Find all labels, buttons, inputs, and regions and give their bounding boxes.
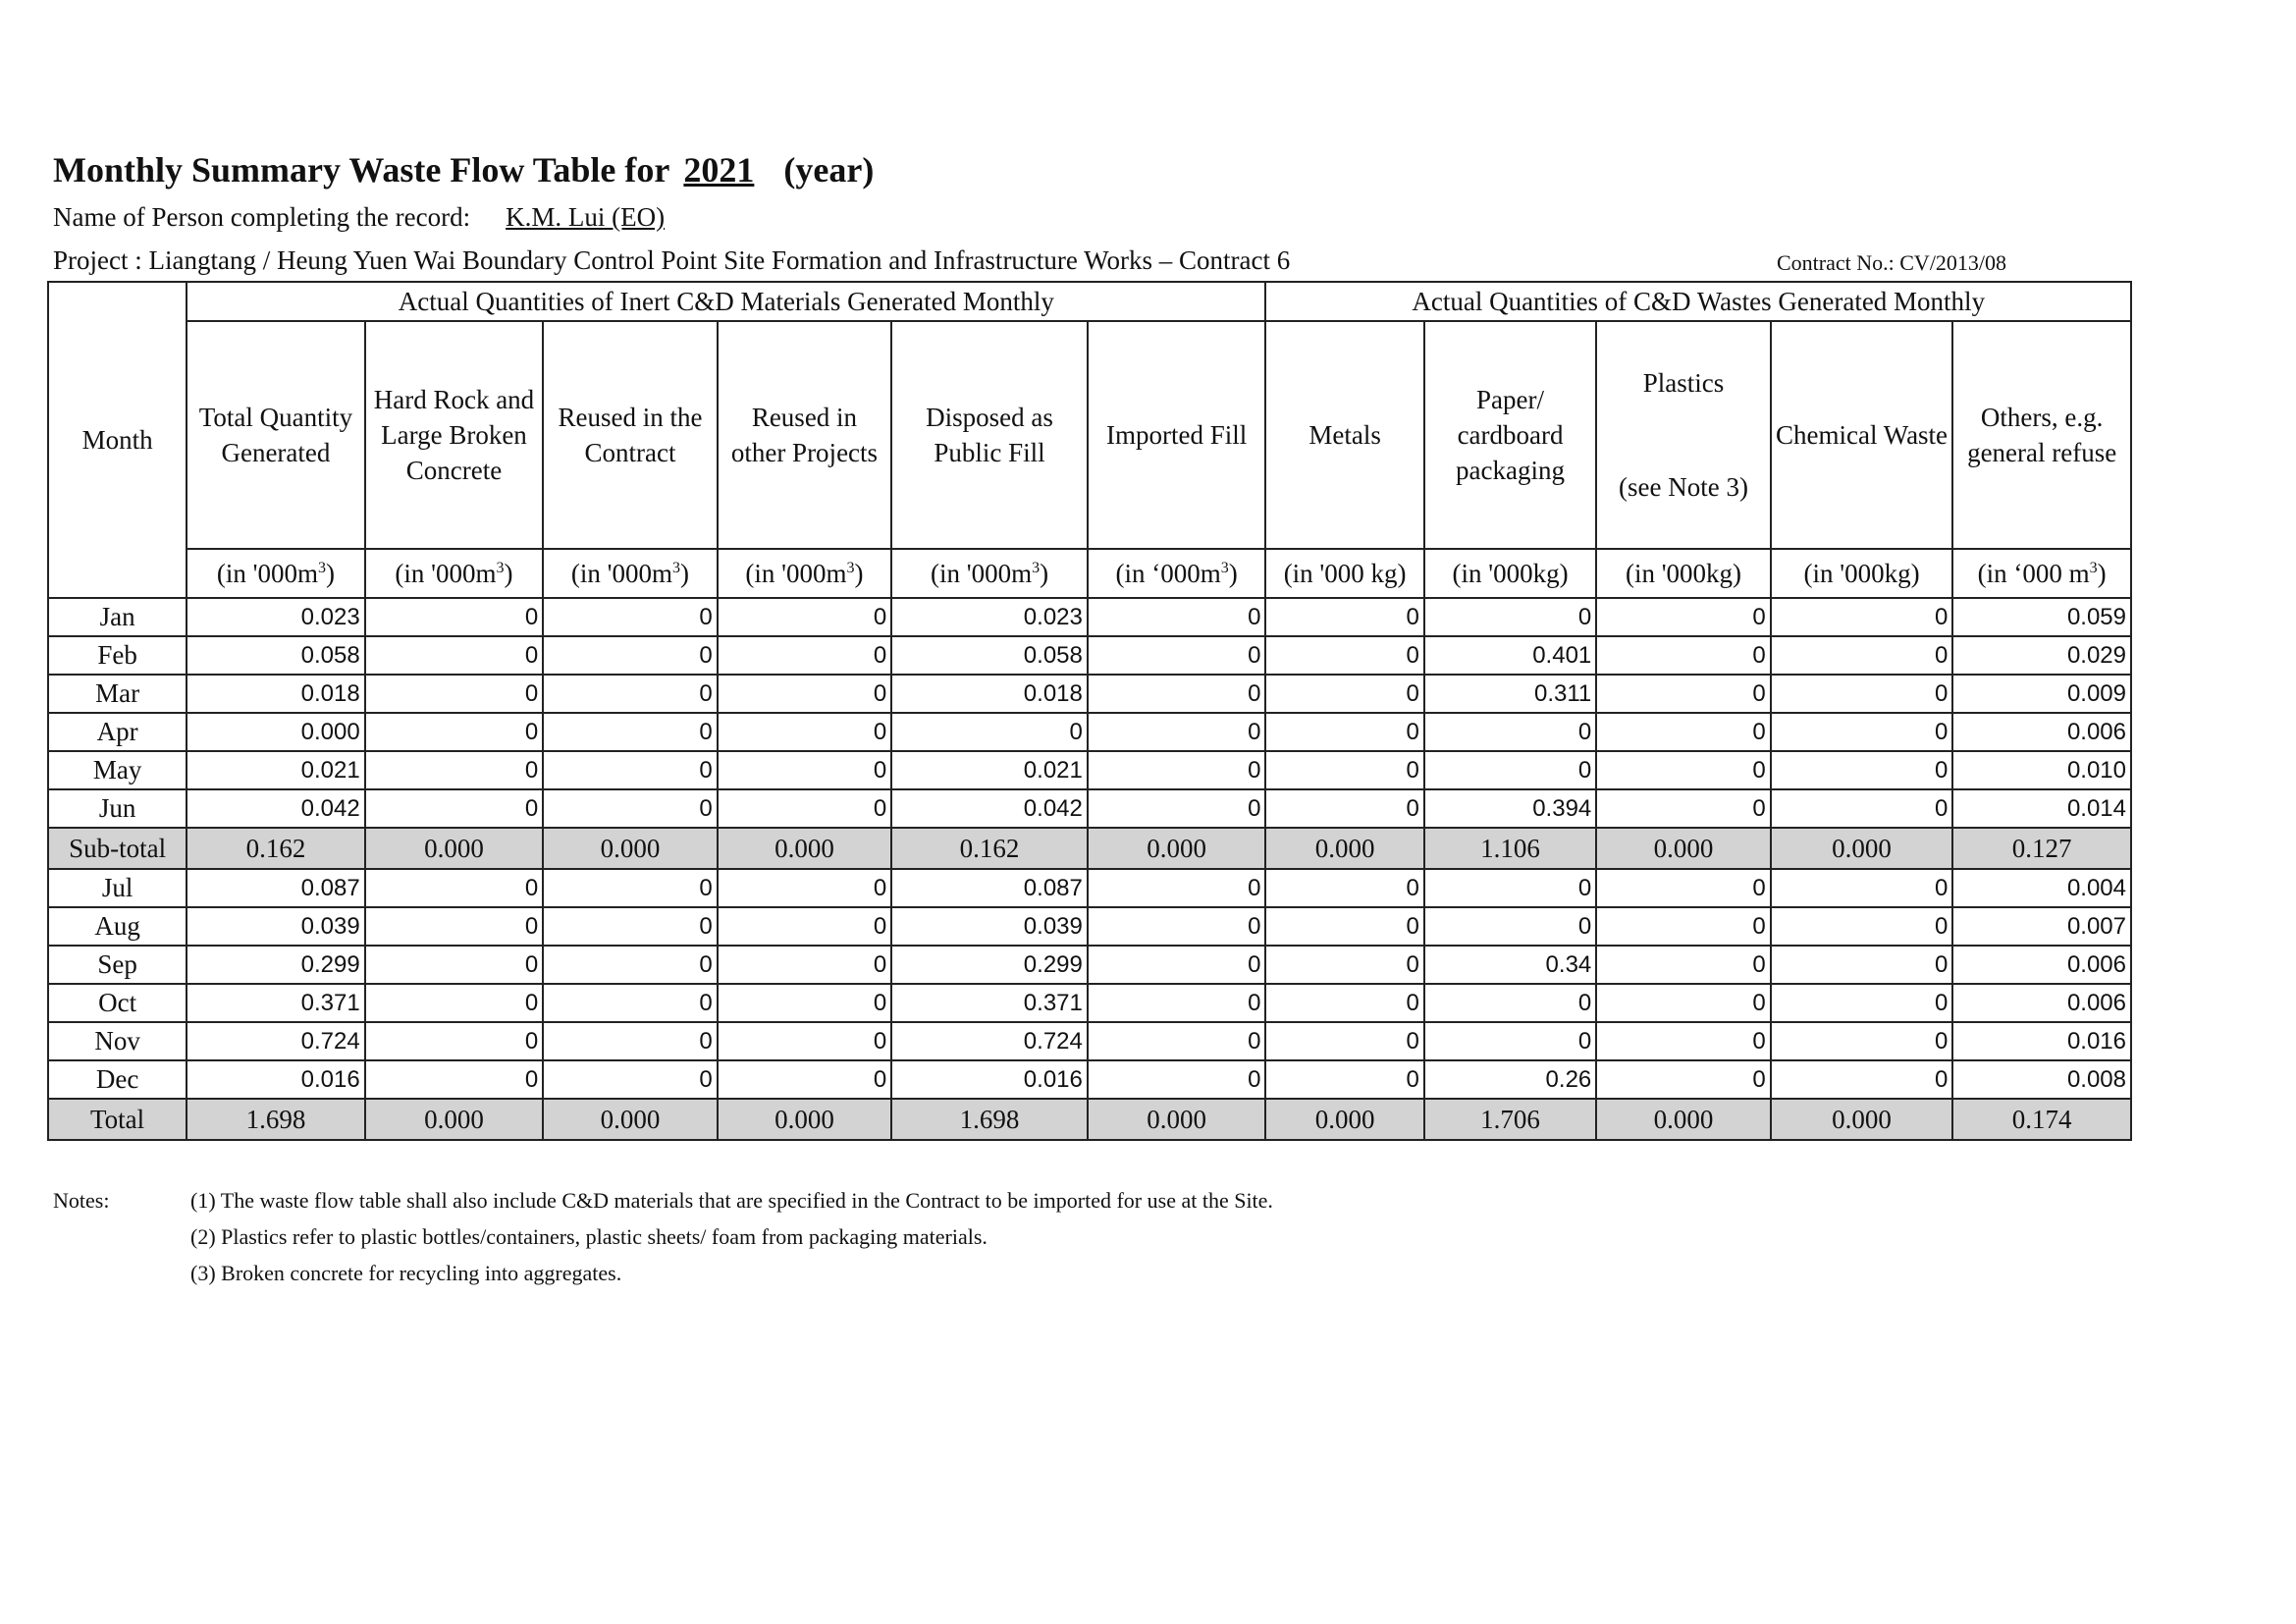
value-cell: 0 bbox=[718, 869, 891, 907]
column-header bbox=[543, 321, 717, 549]
value-cell: 0 bbox=[1265, 907, 1423, 946]
value-cell: 0.010 bbox=[1952, 751, 2131, 789]
column-header-label: Chemical Waste bbox=[1776, 420, 1949, 450]
table-row bbox=[48, 789, 2131, 828]
value-cell: 0 bbox=[1424, 1022, 1596, 1060]
column-header-label: Metals bbox=[1308, 420, 1381, 450]
title-prefix: Monthly Summary Waste Flow Table for bbox=[53, 150, 670, 189]
waste-flow-table bbox=[47, 281, 2132, 1141]
value-cell: 0.058 bbox=[891, 636, 1088, 675]
value-cell: 0 bbox=[1596, 984, 1770, 1022]
value-cell: 0 bbox=[543, 1022, 717, 1060]
value-cell: 0 bbox=[1424, 751, 1596, 789]
value-cell: 0.000 bbox=[1265, 828, 1423, 869]
value-cell: 0 bbox=[1771, 946, 1953, 984]
value-cell: 0 bbox=[1265, 636, 1423, 675]
value-cell: 0 bbox=[1088, 789, 1266, 828]
value-cell: 0 bbox=[1265, 789, 1423, 828]
value-cell: 0.087 bbox=[187, 869, 365, 907]
value-cell: 0.34 bbox=[1424, 946, 1596, 984]
unit-text: (in '000m bbox=[930, 558, 1033, 588]
value-cell: 0.000 bbox=[1771, 1099, 1953, 1140]
summary-row bbox=[48, 1099, 2131, 1140]
title-year: 2021 bbox=[683, 150, 755, 189]
column-header bbox=[1265, 321, 1423, 549]
value-cell: 0.023 bbox=[187, 598, 365, 636]
value-cell: 0 bbox=[1771, 789, 1953, 828]
value-cell: 0 bbox=[1088, 869, 1266, 907]
value-cell: 0.021 bbox=[187, 751, 365, 789]
value-cell: 1.698 bbox=[891, 1099, 1088, 1140]
value-cell: 0 bbox=[365, 789, 544, 828]
value-cell: 0 bbox=[1771, 598, 1953, 636]
table-row bbox=[48, 946, 2131, 984]
value-cell: 0 bbox=[1596, 789, 1770, 828]
value-cell: 0 bbox=[365, 675, 544, 713]
value-cell: 0.039 bbox=[187, 907, 365, 946]
summary-label: Sub-total bbox=[48, 828, 187, 869]
column-header bbox=[718, 321, 891, 549]
value-cell: 0.401 bbox=[1424, 636, 1596, 675]
value-cell: 0 bbox=[1088, 946, 1266, 984]
value-cell: 0 bbox=[1596, 1060, 1770, 1099]
value-cell: 0 bbox=[1596, 713, 1770, 751]
unit-text-end: ) bbox=[326, 558, 335, 588]
column-header-label: Imported Fill bbox=[1106, 420, 1248, 450]
month-cell: Apr bbox=[48, 713, 187, 751]
value-cell: 0.000 bbox=[365, 828, 544, 869]
value-cell: 0.724 bbox=[891, 1022, 1088, 1060]
unit-cell bbox=[543, 549, 717, 598]
value-cell: 0 bbox=[1088, 1060, 1266, 1099]
unit-superscript: 3 bbox=[1032, 559, 1041, 576]
value-cell: 0.006 bbox=[1952, 984, 2131, 1022]
value-cell: 0 bbox=[1424, 713, 1596, 751]
unit-text: (in '000kg) bbox=[1452, 558, 1569, 588]
value-cell: 0 bbox=[1265, 713, 1423, 751]
value-cell: 0.000 bbox=[1596, 828, 1770, 869]
value-cell: 0 bbox=[1265, 1060, 1423, 1099]
value-cell: 0 bbox=[1088, 984, 1266, 1022]
value-cell: 0.059 bbox=[1952, 598, 2131, 636]
value-cell: 0.127 bbox=[1952, 828, 2131, 869]
value-cell: 0.000 bbox=[1088, 828, 1266, 869]
table-row bbox=[48, 675, 2131, 713]
column-header bbox=[891, 321, 1088, 549]
value-cell: 0 bbox=[543, 946, 717, 984]
unit-superscript: 3 bbox=[846, 559, 855, 576]
value-cell: 0.724 bbox=[187, 1022, 365, 1060]
value-cell: 0 bbox=[718, 675, 891, 713]
value-cell: 0 bbox=[365, 869, 544, 907]
value-cell: 0 bbox=[1424, 869, 1596, 907]
value-cell: 0 bbox=[543, 789, 717, 828]
value-cell: 0 bbox=[1771, 636, 1953, 675]
value-cell: 0 bbox=[1771, 675, 1953, 713]
unit-text: (in '000m bbox=[745, 558, 847, 588]
value-cell: 0.299 bbox=[187, 946, 365, 984]
value-cell: 0 bbox=[1596, 946, 1770, 984]
value-cell: 0.26 bbox=[1424, 1060, 1596, 1099]
value-cell: 0 bbox=[1771, 907, 1953, 946]
month-cell: Sep bbox=[48, 946, 187, 984]
unit-text: (in ‘000 m bbox=[1977, 558, 2090, 588]
value-cell: 0 bbox=[1088, 751, 1266, 789]
summary-label: Total bbox=[48, 1099, 187, 1140]
unit-cell bbox=[365, 549, 544, 598]
value-cell: 0.371 bbox=[891, 984, 1088, 1022]
value-cell: 0 bbox=[1265, 984, 1423, 1022]
value-cell: 0 bbox=[718, 636, 891, 675]
value-cell: 0 bbox=[718, 751, 891, 789]
unit-superscript: 3 bbox=[1220, 559, 1229, 576]
value-cell: 0.018 bbox=[891, 675, 1088, 713]
value-cell: 0 bbox=[1265, 1022, 1423, 1060]
table-row bbox=[48, 869, 2131, 907]
unit-cell bbox=[1088, 549, 1266, 598]
value-cell: 0 bbox=[718, 598, 891, 636]
month-cell: Mar bbox=[48, 675, 187, 713]
value-cell: 0 bbox=[1771, 1022, 1953, 1060]
column-header bbox=[1596, 321, 1770, 549]
unit-cell bbox=[718, 549, 891, 598]
value-cell: 0.016 bbox=[187, 1060, 365, 1099]
value-cell: 0 bbox=[365, 713, 544, 751]
month-cell: Nov bbox=[48, 1022, 187, 1060]
value-cell: 0 bbox=[543, 598, 717, 636]
unit-text-end: ) bbox=[1040, 558, 1049, 588]
value-cell: 0 bbox=[891, 713, 1088, 751]
value-cell: 1.698 bbox=[187, 1099, 365, 1140]
value-cell: 0.021 bbox=[891, 751, 1088, 789]
value-cell: 0 bbox=[1596, 751, 1770, 789]
value-cell: 0.018 bbox=[187, 675, 365, 713]
column-header bbox=[187, 321, 365, 549]
value-cell: 0 bbox=[365, 1022, 544, 1060]
value-cell: 0.042 bbox=[891, 789, 1088, 828]
table-row bbox=[48, 1060, 2131, 1099]
column-header bbox=[1424, 321, 1596, 549]
month-cell: May bbox=[48, 751, 187, 789]
unit-cell bbox=[1596, 549, 1770, 598]
value-cell: 0 bbox=[1771, 869, 1953, 907]
value-cell: 0.023 bbox=[891, 598, 1088, 636]
value-cell: 1.106 bbox=[1424, 828, 1596, 869]
value-cell: 0 bbox=[1265, 675, 1423, 713]
value-cell: 0 bbox=[718, 713, 891, 751]
unit-cell bbox=[1952, 549, 2131, 598]
value-cell: 0 bbox=[1265, 751, 1423, 789]
group-header-waste: Actual Quantities of C&D Wastes Generated Monthly bbox=[1265, 282, 2131, 321]
value-cell: 1.706 bbox=[1424, 1099, 1596, 1140]
contract-number: Contract No.: CV/2013/08 bbox=[1777, 250, 2007, 275]
column-header bbox=[1771, 321, 1953, 549]
unit-text: (in '000kg) bbox=[1803, 558, 1920, 588]
value-cell: 0.174 bbox=[1952, 1099, 2131, 1140]
value-cell: 0.000 bbox=[187, 713, 365, 751]
value-cell: 0.162 bbox=[891, 828, 1088, 869]
value-cell: 0 bbox=[365, 751, 544, 789]
value-cell: 0 bbox=[718, 1022, 891, 1060]
month-cell: Oct bbox=[48, 984, 187, 1022]
unit-text-end: ) bbox=[1228, 558, 1238, 588]
table-row bbox=[48, 1022, 2131, 1060]
value-cell: 0 bbox=[1596, 1022, 1770, 1060]
value-cell: 0.087 bbox=[891, 869, 1088, 907]
value-cell: 0 bbox=[1596, 907, 1770, 946]
value-cell: 0.000 bbox=[543, 828, 717, 869]
value-cell: 0 bbox=[1596, 869, 1770, 907]
table-row bbox=[48, 713, 2131, 751]
column-header-label: Plastics bbox=[1642, 368, 1725, 398]
value-cell: 0 bbox=[543, 869, 717, 907]
value-cell: 0 bbox=[1265, 946, 1423, 984]
value-cell: 0 bbox=[365, 598, 544, 636]
table-row bbox=[48, 598, 2131, 636]
value-cell: 0 bbox=[1088, 675, 1266, 713]
month-cell: Jun bbox=[48, 789, 187, 828]
value-cell: 0.009 bbox=[1952, 675, 2131, 713]
value-cell: 0 bbox=[365, 636, 544, 675]
value-cell: 0.299 bbox=[891, 946, 1088, 984]
value-cell: 0 bbox=[543, 1060, 717, 1099]
page-title bbox=[53, 149, 874, 190]
value-cell: 0 bbox=[543, 751, 717, 789]
column-header-label: Others, e.g. general refuse bbox=[1967, 403, 2117, 467]
value-cell: 0 bbox=[1265, 869, 1423, 907]
value-cell: 0.042 bbox=[187, 789, 365, 828]
unit-text-end: ) bbox=[2097, 558, 2107, 588]
value-cell: 0.029 bbox=[1952, 636, 2131, 675]
person-label: Name of Person completing the record: bbox=[53, 202, 471, 232]
value-cell: 0.000 bbox=[365, 1099, 544, 1140]
unit-text: (in '000m bbox=[570, 558, 673, 588]
unit-superscript: 3 bbox=[672, 559, 681, 576]
unit-superscript: 3 bbox=[496, 559, 505, 576]
value-cell: 0 bbox=[718, 789, 891, 828]
note-item: (3) Broken concrete for recycling into aggregates. bbox=[190, 1261, 622, 1285]
value-cell: 0 bbox=[543, 907, 717, 946]
unit-cell bbox=[891, 549, 1088, 598]
unit-superscript: 3 bbox=[318, 559, 326, 576]
value-cell: 0.016 bbox=[891, 1060, 1088, 1099]
value-cell: 0.394 bbox=[1424, 789, 1596, 828]
title-suffix: (year) bbox=[783, 150, 875, 189]
table-row bbox=[48, 984, 2131, 1022]
value-cell: 0 bbox=[543, 984, 717, 1022]
value-cell: 0 bbox=[1088, 598, 1266, 636]
value-cell: 0 bbox=[1771, 1060, 1953, 1099]
project-line: Project : Liangtang / Heung Yuen Wai Boundary Control Point Site Formation and Infrastructure Works – Contract 6 bbox=[53, 245, 1291, 275]
value-cell: 0.014 bbox=[1952, 789, 2131, 828]
value-cell: 0.008 bbox=[1952, 1060, 2131, 1099]
notes-label: Notes: bbox=[53, 1188, 110, 1213]
value-cell: 0 bbox=[1424, 598, 1596, 636]
column-header bbox=[365, 321, 544, 549]
value-cell: 0 bbox=[1596, 675, 1770, 713]
value-cell: 0 bbox=[1771, 984, 1953, 1022]
value-cell: 0.000 bbox=[1771, 828, 1953, 869]
value-cell: 0 bbox=[1088, 907, 1266, 946]
column-header-label: Paper/ cardboard packaging bbox=[1456, 385, 1565, 485]
unit-text: (in '000kg) bbox=[1625, 558, 1742, 588]
value-cell: 0.058 bbox=[187, 636, 365, 675]
month-header: Month bbox=[48, 282, 187, 598]
group-header-inert: Actual Quantities of Inert C&D Materials Generated Monthly bbox=[187, 282, 1265, 321]
note-item: (1) The waste flow table shall also include C&D materials that are specified in the Contract to be imported for use at the Site. bbox=[190, 1188, 1273, 1213]
value-cell: 0.311 bbox=[1424, 675, 1596, 713]
column-header-label: Reused in the Contract bbox=[558, 403, 703, 467]
unit-superscript: 3 bbox=[2089, 559, 2098, 576]
value-cell: 0.016 bbox=[1952, 1022, 2131, 1060]
value-cell: 0 bbox=[365, 984, 544, 1022]
note-item: (2) Plastics refer to plastic bottles/containers, plastic sheets/ foam from packaging materials. bbox=[190, 1224, 988, 1249]
column-header-note: (see Note 3) bbox=[1619, 472, 1748, 502]
unit-cell bbox=[187, 549, 365, 598]
value-cell: 0.000 bbox=[543, 1099, 717, 1140]
value-cell: 0.039 bbox=[891, 907, 1088, 946]
column-header-label: Hard Rock and Large Broken Concrete bbox=[373, 385, 535, 485]
column-header bbox=[1952, 321, 2131, 549]
value-cell: 0 bbox=[1596, 598, 1770, 636]
person-name: K.M. Lui (EO) bbox=[506, 202, 666, 232]
value-cell: 0.000 bbox=[718, 828, 891, 869]
unit-text: (in '000m bbox=[216, 558, 318, 588]
unit-cell bbox=[1424, 549, 1596, 598]
table-row bbox=[48, 751, 2131, 789]
value-cell: 0 bbox=[718, 946, 891, 984]
value-cell: 0 bbox=[718, 1060, 891, 1099]
value-cell: 0.007 bbox=[1952, 907, 2131, 946]
summary-row bbox=[48, 828, 2131, 869]
unit-text: (in '000m bbox=[395, 558, 497, 588]
value-cell: 0.000 bbox=[1088, 1099, 1266, 1140]
value-cell: 0 bbox=[543, 713, 717, 751]
column-header-label: Disposed as Public Fill bbox=[926, 403, 1053, 467]
value-cell: 0 bbox=[543, 675, 717, 713]
value-cell: 0 bbox=[1088, 1022, 1266, 1060]
table-row bbox=[48, 907, 2131, 946]
value-cell: 0.000 bbox=[1265, 1099, 1423, 1140]
month-cell: Dec bbox=[48, 1060, 187, 1099]
value-cell: 0.000 bbox=[1596, 1099, 1770, 1140]
value-cell: 0.162 bbox=[187, 828, 365, 869]
value-cell: 0 bbox=[1424, 907, 1596, 946]
unit-text: (in '000 kg) bbox=[1283, 558, 1407, 588]
value-cell: 0 bbox=[718, 984, 891, 1022]
month-cell: Feb bbox=[48, 636, 187, 675]
column-header-label: Reused in other Projects bbox=[730, 403, 879, 467]
table-row bbox=[48, 636, 2131, 675]
column-header bbox=[1088, 321, 1266, 549]
value-cell: 0 bbox=[1596, 636, 1770, 675]
unit-text: (in ‘000m bbox=[1115, 558, 1221, 588]
value-cell: 0 bbox=[1424, 984, 1596, 1022]
value-cell: 0 bbox=[1088, 636, 1266, 675]
unit-text-end: ) bbox=[504, 558, 513, 588]
unit-text-end: ) bbox=[680, 558, 690, 588]
value-cell: 0.006 bbox=[1952, 946, 2131, 984]
value-cell: 0 bbox=[365, 1060, 544, 1099]
person-line bbox=[53, 202, 753, 233]
unit-cell bbox=[1771, 549, 1953, 598]
value-cell: 0 bbox=[543, 636, 717, 675]
unit-cell bbox=[1265, 549, 1423, 598]
column-header-label: Total Quantity Generated bbox=[198, 403, 353, 467]
value-cell: 0 bbox=[718, 907, 891, 946]
value-cell: 0 bbox=[365, 907, 544, 946]
month-cell: Jul bbox=[48, 869, 187, 907]
value-cell: 0 bbox=[1771, 751, 1953, 789]
value-cell: 0.371 bbox=[187, 984, 365, 1022]
value-cell: 0 bbox=[1771, 713, 1953, 751]
value-cell: 0 bbox=[365, 946, 544, 984]
value-cell: 0.000 bbox=[718, 1099, 891, 1140]
unit-text-end: ) bbox=[854, 558, 864, 588]
month-cell: Jan bbox=[48, 598, 187, 636]
value-cell: 0 bbox=[1088, 713, 1266, 751]
value-cell: 0.006 bbox=[1952, 713, 2131, 751]
month-cell: Aug bbox=[48, 907, 187, 946]
value-cell: 0 bbox=[1265, 598, 1423, 636]
value-cell: 0.004 bbox=[1952, 869, 2131, 907]
